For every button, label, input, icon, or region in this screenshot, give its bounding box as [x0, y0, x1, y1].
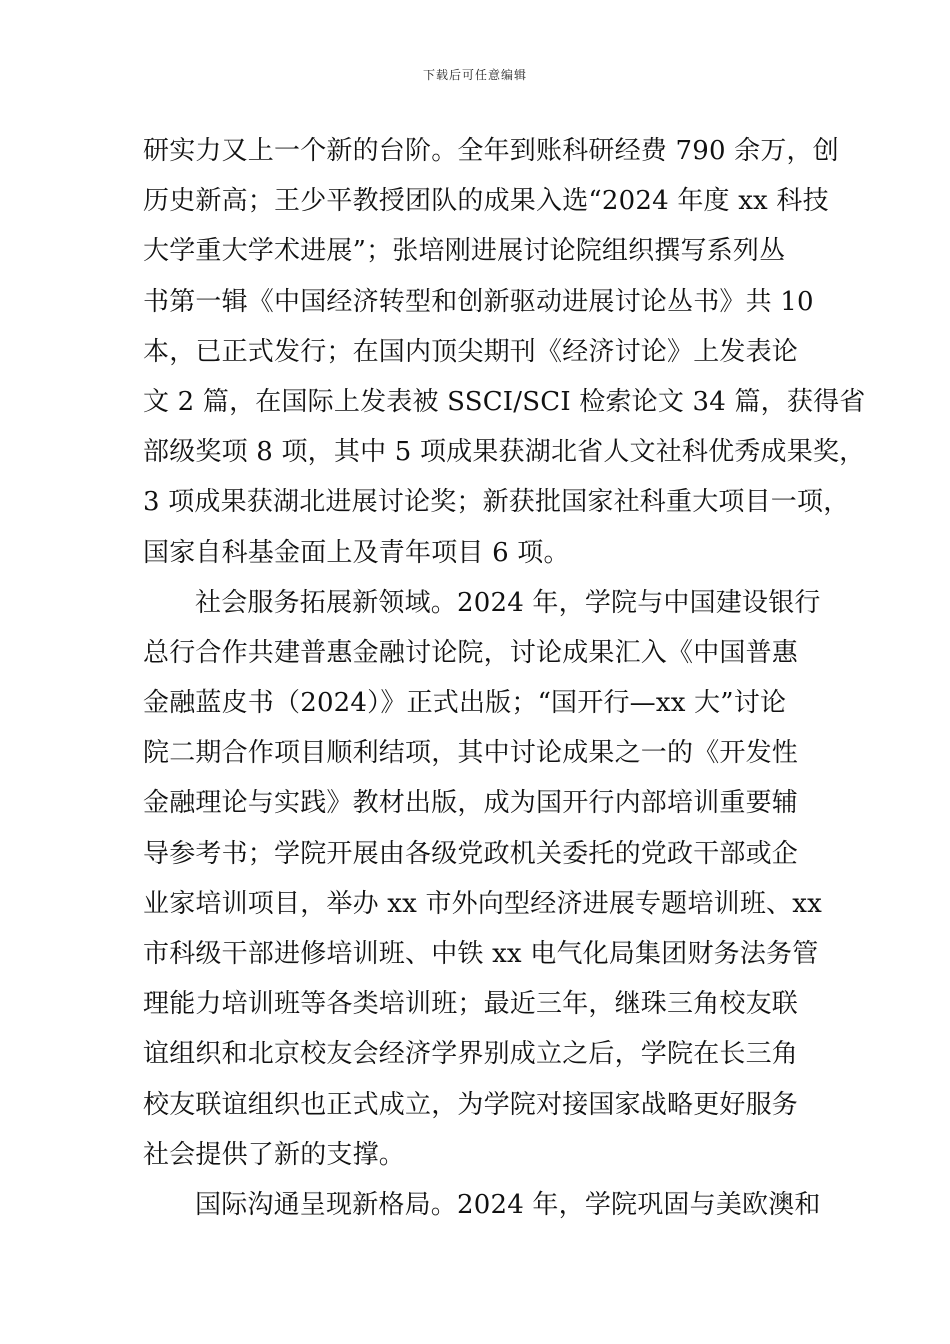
text-line: 本，已正式发行；在国内顶尖期刊《经济讨论》上发表论 [143, 336, 799, 367]
text-line: 总行合作共建普惠金融讨论院，讨论成果汇入《中国普惠 [143, 637, 799, 668]
text-line: 研实力又上一个新的台阶。全年到账科研经费 790 余万，创 [143, 136, 839, 166]
text-line-first: 国际沟通呈现新格局。2024 年，学院巩固与美欧澳和 [195, 1189, 821, 1220]
text-line: 国家自科基金面上及青年项目 6 项。 [143, 537, 570, 568]
document-body [143, 126, 866, 1230]
text-line: 校友联谊组织也正式成立，为学院对接国家战略更好服务 [143, 1089, 799, 1120]
text-line: 部级奖项 8 项，其中 5 项成果获湖北省人文社科优秀成果奖， [143, 437, 866, 468]
paragraph-social-service [143, 578, 823, 1180]
text-line: 理能力培训班等各类培训班；最近三年，继珠三角校友联 [143, 989, 799, 1020]
text-line: 市科级干部进修培训班、中铁 xx 电气化局集团财务法务管 [143, 939, 819, 969]
text-line: 院二期合作项目顺利结项，其中讨论成果之一的《开发性 [143, 738, 799, 769]
page-header: 下载后可任意编辑 [422, 68, 527, 82]
text-line: 导参考书；学院开展由各级党政机关委托的党政干部或企 [143, 838, 799, 869]
text-line: 历史新高；王少平教授团队的成果入选“2024 年度 xx 科技 [143, 186, 829, 217]
text-line: 文 2 篇，在国际上发表被 SSCI/SCI 检索论文 34 篇，获得省 [143, 386, 866, 417]
paragraph-research [143, 126, 866, 578]
text-line: 3 项成果获湖北进展讨论奖；新获批国家社科重大项目一项， [143, 487, 850, 518]
text-line-first: 社会服务拓展新领域。2024 年，学院与中国建设银行 [195, 587, 821, 618]
text-line: 书第一辑《中国经济转型和创新驱动进展讨论丛书》共 10 [143, 286, 814, 317]
text-line: 社会提供了新的支撑。 [143, 1139, 406, 1170]
text-line: 金融蓝皮书（2024）》正式出版；“国开行—xx 大”讨论 [143, 688, 787, 719]
text-line: 业家培训项目，举办 xx 市外向型经济进展专题培训班、xx [143, 888, 822, 919]
text-line: 谊组织和北京校友会经济学界别成立之后，学院在长三角 [143, 1039, 799, 1070]
paragraph-international [143, 1180, 823, 1230]
text-line: 金融理论与实践》教材出版，成为国开行内部培训重要辅 [143, 788, 799, 819]
text-line: 大学重大学术进展”；张培刚进展讨论院组织撰写系列丛 [143, 236, 786, 267]
